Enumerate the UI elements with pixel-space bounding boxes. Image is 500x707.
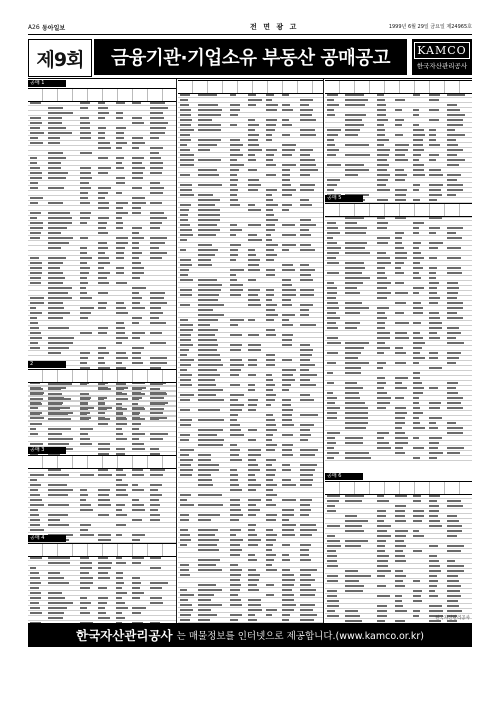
kamco-logo [412,39,472,75]
title-band [28,39,472,75]
table-header [325,481,472,495]
listing-rows [178,93,323,623]
running-header [28,22,472,35]
section-label: 공매 4 [28,535,66,542]
listing-rows [28,556,176,623]
page-number: A26 [28,23,40,31]
table-header [178,80,323,94]
listing-body [28,78,472,623]
table-header [28,543,176,557]
section-label: 공매 6 [325,473,363,480]
section-label: 공매 1 [28,80,66,87]
publication-name: 동아일보 [42,25,66,32]
section-label: 2 [28,361,66,368]
round-number: 제9회 [28,39,92,77]
footer-notice: 는 매물정보를 인터넷으로 제공합니다.(www.kamco.or.kr) [176,631,424,642]
section-label: 공매 5 [325,195,363,202]
column-rule [323,79,324,623]
listing-row [325,456,472,461]
listing-column-2 [178,79,323,623]
date-line: 1999년 6월 29일 금요일 제24965호 [388,24,472,30]
fine-print: 한국자산관리공사 [435,616,470,621]
footer-banner [28,623,472,647]
ad-title: 금융기관·기업소유 부동산 공매공고 [94,39,407,75]
table-header [28,455,176,469]
section-label: 전 면 광 고 [250,23,299,31]
column-rule [176,79,177,623]
listing-rows [325,494,472,623]
listing-rows [325,216,472,461]
listing-column-1 [28,79,176,623]
table-header [325,203,472,217]
logo-mark: KAMCO [414,42,470,59]
logo-org-name: 한국자산관리공사 [416,62,468,70]
table-header [28,369,176,383]
section-label: 공매 3 [28,447,66,454]
table-header [28,88,176,102]
table-header [325,80,472,94]
listing-column-3 [325,79,472,623]
footer-org: 한국자산관리공사 [76,628,173,643]
